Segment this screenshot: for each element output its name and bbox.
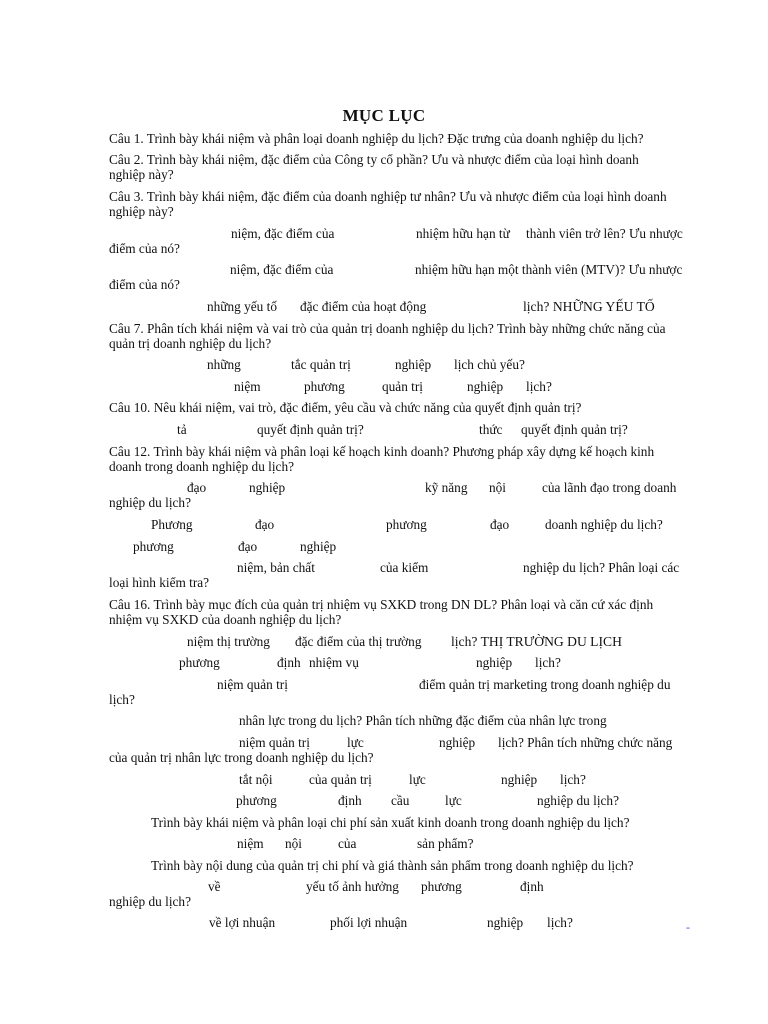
toc-entry-12-cont[interactable] xyxy=(109,459,709,475)
toc-fragment: nhân lực trong du lịch? Phân tích những đặc điểm của nhân lực trong xyxy=(239,713,607,728)
toc-fragment: niệm xyxy=(237,836,264,851)
toc-entry-12[interactable] xyxy=(109,444,709,460)
toc-entry-text: nhiệm vụ SXKD của doanh nghiệp du lịch? xyxy=(109,612,342,627)
toc-fragment: lực xyxy=(347,735,364,750)
toc-entry-text: quản trị doanh nghiệp du lịch? xyxy=(109,336,272,351)
toc-fragment: phương xyxy=(133,539,174,554)
toc-entry-10[interactable] xyxy=(109,400,709,416)
toc-fragment: đạo xyxy=(187,480,207,495)
toc-fragment: nội xyxy=(489,480,506,495)
toc-fragment: nghiệp xyxy=(249,480,286,495)
footer-mark: - xyxy=(686,920,690,934)
toc-fragment: nghiệp xyxy=(395,357,432,372)
toc-fragment: của xyxy=(338,836,357,851)
toc-fragment: niệm, đặc điểm của xyxy=(231,226,335,241)
toc-fragment: của kiểm xyxy=(380,560,429,575)
toc-fragment: doanh nghiệp du lịch? xyxy=(545,517,663,532)
toc-fragment: tắt nội xyxy=(239,772,273,787)
toc-fragment: nghiệp xyxy=(501,772,538,787)
toc-entry-text: điểm của nó? xyxy=(109,277,180,292)
toc-fragment: cầu xyxy=(391,793,410,808)
toc-fragment: tắc quản trị xyxy=(291,357,351,372)
toc-entry-text: nghiệp này? xyxy=(109,204,174,219)
toc-entry-text: nghiệp du lịch? xyxy=(109,894,191,909)
toc-fragment: lịch chủ yếu? xyxy=(454,357,525,372)
toc-entry-2-cont[interactable] xyxy=(109,167,709,183)
page-title: MỤC LỤC xyxy=(342,106,426,125)
toc-fragment: những xyxy=(207,357,241,372)
toc-fragment: định xyxy=(520,879,544,894)
toc-entry-7[interactable] xyxy=(109,321,709,337)
toc-fragment: niệm, bản chất xyxy=(237,560,315,575)
toc-fragment: đạo xyxy=(238,539,258,554)
toc-fragment: nhiệm vụ xyxy=(309,655,359,670)
toc-fragment: lực xyxy=(445,793,462,808)
toc-fragment: nhiệm hữu hạn một thành viên (MTV)? Ưu nhược xyxy=(415,262,683,277)
toc-fragment: nghiệp du lịch? xyxy=(537,793,619,808)
toc-fragment: phương xyxy=(386,517,427,532)
toc-fragment: thành viên trở lên? Ưu nhược xyxy=(526,226,683,241)
toc-entry-text: doanh trong doanh nghiệp du lịch? xyxy=(109,459,295,474)
toc-entry-2[interactable] xyxy=(109,152,709,168)
toc-fragment: nội xyxy=(285,836,302,851)
toc-entry-16-cont[interactable] xyxy=(109,612,709,628)
toc-fragment: lịch? xyxy=(560,772,586,787)
toc-fragment: về xyxy=(208,879,221,894)
toc-fragment: phương xyxy=(236,793,277,808)
toc-fragment: nghiệp xyxy=(487,915,524,930)
toc-entry-16[interactable] xyxy=(109,597,709,613)
toc-fragment: Trình bày nội dung của quản trị chi phí và giá thành sản phẩm trong doanh nghiệp du lịch? xyxy=(151,858,634,873)
toc-fragment: nghiệp xyxy=(300,539,337,554)
toc-fragment: nghiệp du lịch? Phân loại các xyxy=(523,560,680,575)
toc-fragment: sản phẩm? xyxy=(417,836,474,851)
toc-entry-text: Câu 2. Trình bày khái niệm, đặc điểm của Công ty cổ phần? Ưu và nhược điểm của loại hình doanh xyxy=(109,152,639,167)
toc-entry-text: lịch? xyxy=(109,692,135,707)
toc-entry-text: Câu 3. Trình bày khái niệm, đặc điểm của doanh nghiệp tư nhân? Ưu và nhược điểm của loại hình doanh xyxy=(109,189,667,204)
toc-fragment: nghiệp xyxy=(467,379,504,394)
toc-fragment: phương xyxy=(179,655,220,670)
toc-fragment: nghiệp xyxy=(439,735,476,750)
toc-fragment: đạo xyxy=(255,517,275,532)
toc-entry-3[interactable] xyxy=(109,189,709,205)
toc-entry-1[interactable] xyxy=(109,131,709,147)
toc-fragment: đạo xyxy=(490,517,510,532)
toc-fragment: niệm quản trị xyxy=(239,735,310,750)
toc-entry-15b-cont[interactable] xyxy=(109,575,709,591)
toc-fragment: phương xyxy=(304,379,345,394)
toc-entry-text: của quản trị nhân lực trong doanh nghiệp du lịch? xyxy=(109,750,374,765)
toc-fragment: niệm quản trị xyxy=(217,677,288,692)
toc-fragment: nhiệm hữu hạn từ xyxy=(416,226,510,241)
toc-fragment: định xyxy=(277,655,301,670)
toc-fragment: lịch? THỊ TRƯỜNG DU LỊCH xyxy=(451,634,622,649)
toc-fragment: về lợi nhuận xyxy=(209,915,276,930)
toc-entry-text: Câu 1. Trình bày khái niệm và phân loại doanh nghiệp du lịch? Đặc trưng của doanh nghiệp du lịch? xyxy=(109,131,644,146)
toc-entry-4-cont[interactable] xyxy=(109,241,709,257)
toc-fragment: Phương xyxy=(151,517,193,532)
toc-fragment: tả xyxy=(177,422,187,437)
toc-fragment: những yếu tố xyxy=(207,299,277,314)
toc-fragment: yếu tố ảnh hưởng xyxy=(306,879,399,894)
toc-fragment: định xyxy=(338,793,362,808)
toc-entry-27-cont[interactable] xyxy=(109,894,709,910)
toc-fragment: niệm, đặc điểm của xyxy=(230,262,334,277)
toc-entry-5-cont[interactable] xyxy=(109,277,709,293)
toc-fragment: lịch? NHỮNG YẾU TỐ xyxy=(523,299,655,314)
toc-entry-text: nghiệp này? xyxy=(109,167,174,182)
toc-fragment: lịch? xyxy=(547,915,573,930)
toc-fragment: quyết định quản trị? xyxy=(257,422,364,437)
toc-fragment: nghiệp xyxy=(476,655,513,670)
toc-entry-text: Câu 12. Trình bày khái niệm và phân loại kế hoạch kinh doanh? Phương pháp xây dựng kế hoạch kinh xyxy=(109,444,655,459)
toc-fragment: đặc điểm của hoạt động xyxy=(300,299,427,314)
toc-entry-text: loại hình kiểm tra? xyxy=(109,575,210,590)
toc-fragment: kỹ năng xyxy=(425,480,468,495)
toc-entry-7-cont[interactable] xyxy=(109,336,709,352)
toc-entry-text: nghiệp du lịch? xyxy=(109,495,191,510)
toc-fragment: niệm xyxy=(234,379,261,394)
toc-fragment: quyết định quản trị? xyxy=(521,422,628,437)
toc-fragment: quản trị xyxy=(382,379,423,394)
toc-entry-13-cont[interactable] xyxy=(109,495,709,511)
toc-fragment: niệm thị trường xyxy=(187,634,270,649)
toc-fragment: lịch? xyxy=(526,379,552,394)
toc-fragment: thức xyxy=(479,422,503,437)
toc-fragment: của lãnh đạo trong doanh xyxy=(542,480,677,495)
toc-fragment: điểm quản trị marketing trong doanh nghiệp du xyxy=(419,677,671,692)
toc-entry-19-cont[interactable] xyxy=(109,692,709,708)
toc-entry-3-cont[interactable] xyxy=(109,204,709,220)
toc-fragment: của quản trị xyxy=(309,772,372,787)
toc-fragment: đặc điểm của thị trường xyxy=(295,634,422,649)
toc-fragment: Trình bày khái niệm và phân loại chi phí sản xuất kinh doanh trong doanh nghiệp du lịch? xyxy=(151,815,630,830)
toc-entry-text: Câu 10. Nêu khái niệm, vai trò, đặc điểm, yêu cầu và chức năng của quyết định quản trị? xyxy=(109,400,582,415)
toc-fragment: phương xyxy=(421,879,462,894)
toc-entry-21-cont[interactable] xyxy=(109,750,709,766)
toc-entry-text: điểm của nó? xyxy=(109,241,180,256)
toc-entry-text: Câu 16. Trình bày mục đích của quản trị nhiệm vụ SXKD trong DN DL? Phân loại và căn cứ xác định xyxy=(109,597,654,612)
toc-fragment: lịch? xyxy=(535,655,561,670)
toc-fragment: lịch? Phân tích những chức năng xyxy=(498,735,673,750)
toc-entry-text: Câu 7. Phân tích khái niệm và vai trò của quản trị doanh nghiệp du lịch? Trình bày những chức năng của xyxy=(109,321,666,336)
toc-fragment: lực xyxy=(409,772,426,787)
toc-fragment: phối lợi nhuận xyxy=(330,915,408,930)
